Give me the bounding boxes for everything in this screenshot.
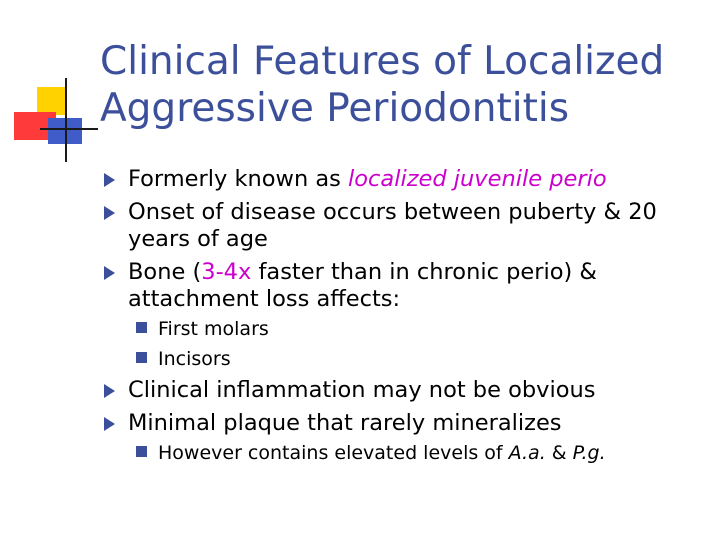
sub-bullet-item xyxy=(134,317,704,341)
highlight-text: 3-4x xyxy=(201,259,252,285)
decor-horizontal-line xyxy=(40,128,98,130)
sub-bullet-item xyxy=(134,347,704,371)
bullet-text: Clinical inflammation may not be obvious xyxy=(128,377,596,403)
bullet-item xyxy=(104,377,704,404)
highlight-text: localized juvenile perio xyxy=(348,166,607,192)
sub-bullet-text: However contains elevated levels of xyxy=(158,442,509,464)
bullet-text: Onset of disease occurs between puberty & 20 years of age xyxy=(128,199,657,252)
slide-title xyxy=(100,38,700,132)
bullet-item xyxy=(104,259,704,371)
bullet-list xyxy=(104,166,704,471)
sub-bullet-list xyxy=(128,441,704,465)
organism-name: A.a. xyxy=(508,442,546,464)
bullet-item xyxy=(104,166,704,193)
sub-bullet-text: Incisors xyxy=(158,348,231,370)
slide-title-line-2: Aggressive Periodontitis xyxy=(100,86,570,131)
slide-title-line-1: Clinical Features of Localized xyxy=(100,39,665,84)
organism-name: P.g. xyxy=(572,442,606,464)
decor-vertical-line xyxy=(65,78,67,162)
bullet-text: Formerly known as xyxy=(128,166,349,192)
sub-bullet-item xyxy=(134,441,704,465)
bullet-text: Minimal plaque that rarely mineralizes xyxy=(128,410,562,436)
sub-bullet-text: & xyxy=(545,442,573,464)
bullet-item xyxy=(104,199,704,253)
bullet-text: faster than in chronic perio) & attachment loss affects: xyxy=(128,259,597,312)
bullet-text: Bone ( xyxy=(128,259,202,285)
sub-bullet-text: First molars xyxy=(158,318,269,340)
decor-yellow-square xyxy=(37,87,65,115)
sub-bullet-list xyxy=(128,317,704,371)
bullet-item xyxy=(104,410,704,465)
